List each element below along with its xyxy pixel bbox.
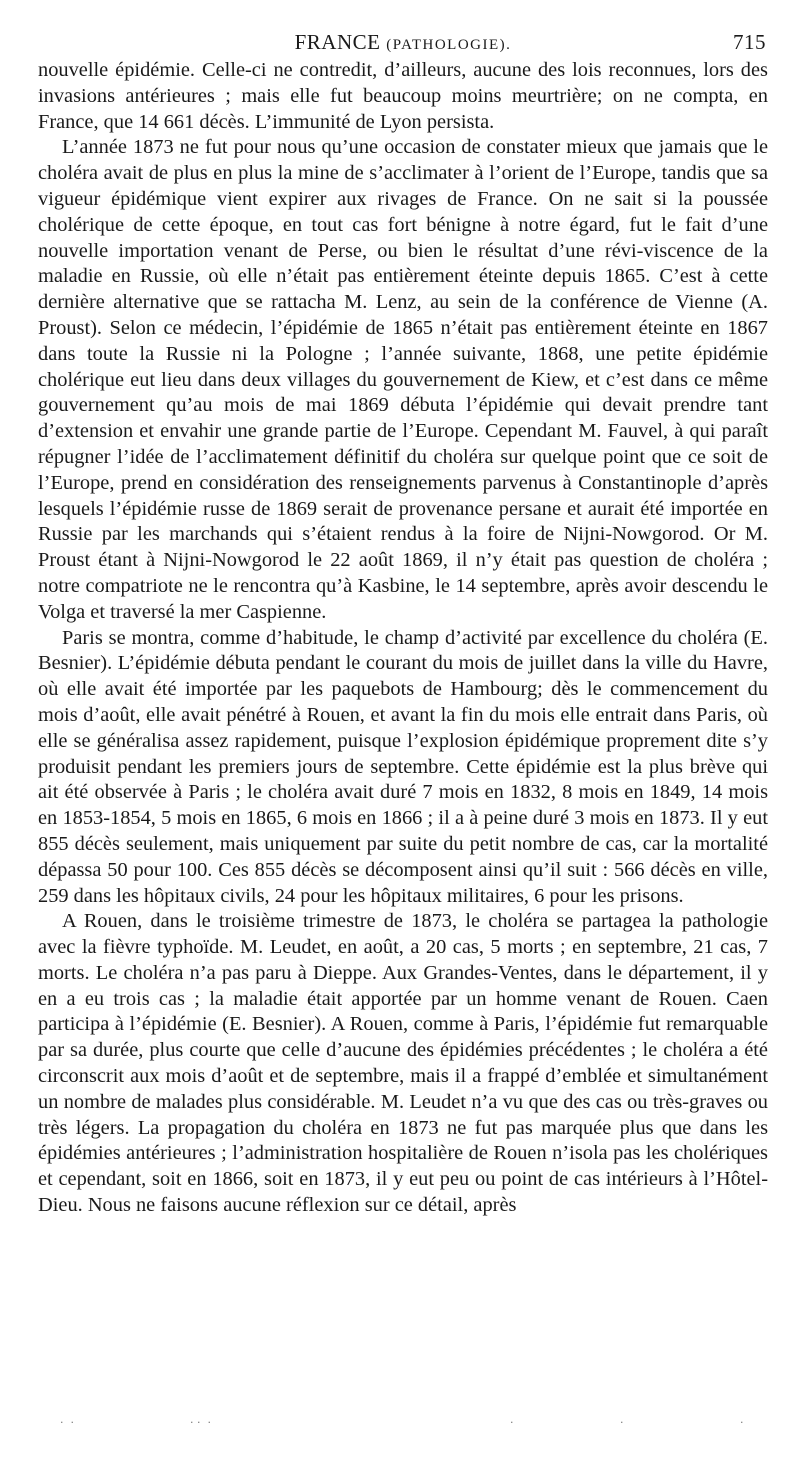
running-title-main: FRANCE [294,30,381,54]
document-page [38,28,768,1219]
paragraph-3: Paris se montra, comme d’habitude, le champ d’activité par excellence du choléra (E. Besnier). L’épidémie débuta pendant le courant du mois de juillet dans la ville du Havre, où elle avait été importée par les paquebots de Hambourg; dès le commencement du mois d’août, elle avait pénétré à Rouen, et avant la fin du mois elle entrait dans Paris, où elle se généralisa assez rapidement, puisque l’explosion épidémique proprement dite s’y produisit pendant les premiers jours de septembre. Cette épidémie est la plus brève qui ait été observée à Paris ; le choléra avait duré 7 mois en 1832, 8 mois en 1849, 14 mois en 1853-1854, 5 mois en 1865, 6 mois en 1866 ; il a à peine duré 3 mois en 1873. Il y eut 855 décès seulement, mais uniquement par suite du petit nombre de cas, car la mortalité dépassa 50 pour 100. Ces 855 décès se décomposent ainsi qu’il suit : 566 décès en ville, 259 dans les hôpitaux civils, 24 pour les hôpitaux militaires, 6 pour les prisons. [38,626,768,907]
running-header [38,28,768,58]
running-title [38,30,768,55]
paragraph-4: A Rouen, dans le troisième trimestre de 1873, le choléra se partagea la pathologie avec la fièvre typhoïde. M. Leudet, en août, a 20 cas, 5 morts ; en septembre, 21 cas, 7 morts. Le choléra n’a pas paru à Dieppe. Aux Grandes-Ventes, dans le département, il y en a eu trois cas ; la maladie était apportée par un homme venant de Rouen. Caen participa à l’épidémie (E. Besnier). A Rouen, comme à Paris, l’épidémie fut remarquable par sa durée, plus courte que celle d’aucune des épidémies précédentes ; le choléra a été circonscrit aux mois d’août et de septembre, mais il a frappé d’emblée et simultanément un nombre de malades plus considérable. M. Leudet n’a vu que des cas ou très-graves ou très légers. La propagation du choléra en 1873 ne fut pas marquée plus que dans les épidémies antérieures ; l’administration hospitalière de Rouen n’isola pas les cholériques et cependant, soit en 1866, soit en 1873, il y eut peu ou point de cas intérieurs à l’Hôtel-Dieu. Nous ne faisons aucune réflexion sur ce détail, après [38,910,768,1217]
paragraph-2: L’année 1873 ne fut pour nous qu’une occasion de constater mieux que jamais que le choléra avait de plus en plus la mine de s’acclimater à l’orient de l’Europe, tandis que sa vigueur épidémique vient expirer aux rivages de France. On ne sait si la poussée cholérique de cette époque, en tout cas fort bénigne à notre égard, fut le fait d’une nouvelle importation venant de Perse, ou bien le résultat d’une révi-viscence de la maladie en Russie, où elle n’était pas entièrement éteinte depuis 1865. C’est à cette dernière alternative que se rattacha M. Lenz, au sein de la conférence de Vienne (A. Proust). Selon ce médecin, l’épidémie de 1865 n’était pas entièrement éteinte en 1867 dans toute la Russie ni la Pologne ; l’année suivante, 1868, une petite épidémie cholérique eut lieu dans deux villages du gouvernement de Kiew, et c’est dans ce même gouvernement qu’au mois de mai 1869 débuta l’épidémie qui devait prendre tant d’extension et envahir une grande partie de l’Europe. Cependant M. Fauvel, à qui paraît répugner l’idée de l’acclimatement définitif du choléra sur quelque point que ce soit de l’Europe, prend en considération des renseignements parvenus à Constantinople d’après lesquels l’épidémie russe de 1869 serait de provenance persane et aurait été importée en Russie par les marchands qui s’étaient rendus à la foire de Nijni-Nowgorod. Or M. Proust étant à Nijni-Nowgorod le 22 août 1869, il n’y était pas question de choléra ; notre compatriote ne le rencontra qu’à Kasbine, le 14 septembre, après avoir descendu le Volga et traversé la mer Caspienne. [38,136,768,623]
print-specks: . . . . . . . . [60,1413,744,1426]
paragraph-1: nouvelle épidémie. Celle-ci ne contredit, d’ailleurs, aucune des lois reconnues, lors des invasions antérieures ; mais elle fut beaucoup moins meurtrière; on ne compta, en France, que 14 661 décès. L’immunité de Lyon persista. [38,59,768,133]
body-text [38,58,768,1219]
running-title-sub: (PATHOLOGIE). [386,37,512,53]
page-number: 715 [733,30,766,54]
